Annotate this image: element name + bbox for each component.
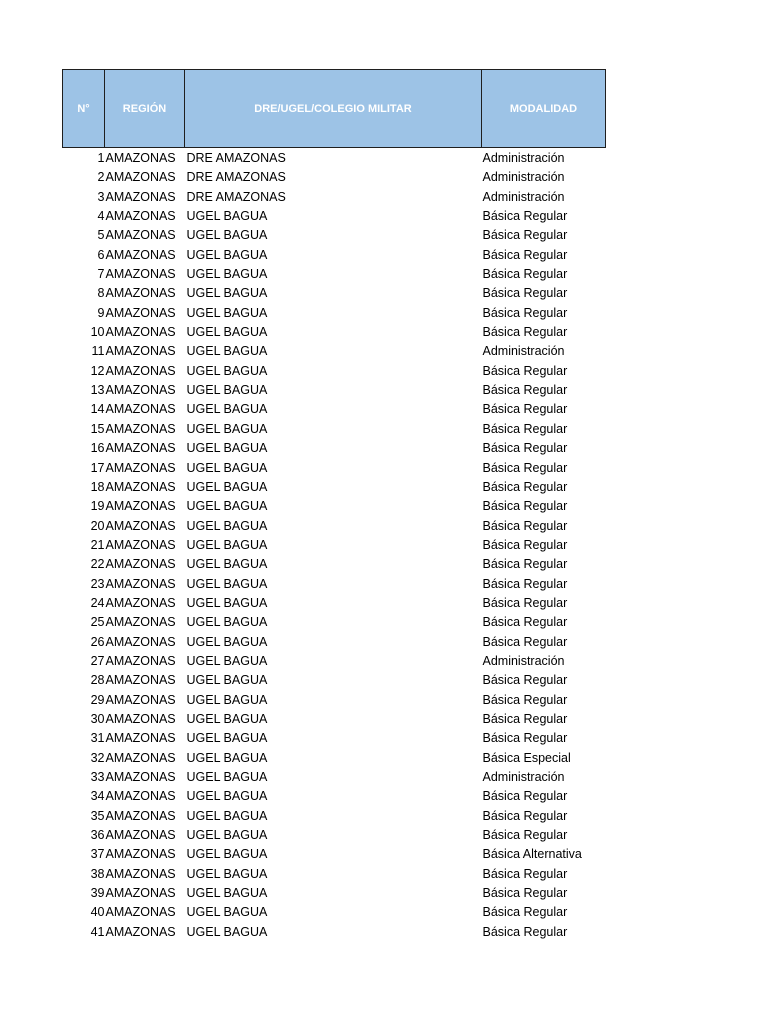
cell-region[interactable]: AMAZONAS — [105, 653, 176, 668]
cell-region[interactable]: AMAZONAS — [105, 344, 176, 359]
cell-modalidad[interactable]: Básica Regular — [482, 789, 568, 804]
column-header-region[interactable]: REGIÓN — [105, 70, 185, 148]
cell-dre-ugel[interactable]: UGEL BAGUA — [186, 441, 268, 456]
cell-region[interactable]: AMAZONAS — [105, 711, 176, 726]
table-row — [63, 903, 606, 922]
table-row — [63, 884, 606, 903]
table-row — [63, 188, 606, 207]
cell-number[interactable]: 29 — [90, 692, 105, 707]
cell-region[interactable]: AMAZONAS — [105, 731, 176, 746]
cell-number[interactable]: 34 — [90, 789, 105, 804]
cell-region[interactable]: AMAZONAS — [105, 402, 176, 417]
cell-number[interactable]: 26 — [90, 634, 105, 649]
cell-dre-ugel[interactable]: UGEL BAGUA — [186, 305, 268, 320]
table-row — [63, 478, 606, 497]
cell-dre-ugel[interactable]: UGEL BAGUA — [186, 770, 268, 784]
column-header-modalidad[interactable]: MODALIDAD — [482, 70, 606, 148]
cell-dre-ugel[interactable]: UGEL BAGUA — [186, 557, 268, 572]
table-row — [63, 439, 606, 458]
cell-dre-ugel[interactable]: DRE AMAZONAS — [186, 189, 286, 204]
cell-modalidad[interactable]: Básica Regular — [482, 518, 568, 533]
cell-dre-ugel[interactable]: UGEL BAGUA — [186, 460, 268, 475]
table-row — [63, 845, 606, 864]
cell-dre-ugel[interactable]: UGEL BAGUA — [186, 518, 268, 533]
cell-number[interactable]: 3 — [97, 189, 105, 204]
table-row — [63, 420, 606, 439]
cell-number[interactable]: 19 — [90, 499, 105, 514]
cell-dre-ugel[interactable]: UGEL BAGUA — [186, 325, 268, 340]
cell-modalidad[interactable]: Básica Regular — [482, 711, 568, 726]
column-header-dre-ugel[interactable]: DRE/UGEL/COLEGIO MILITAR — [185, 70, 482, 148]
cell-dre-ugel[interactable]: UGEL BAGUA — [186, 363, 268, 378]
cell-dre-ugel[interactable]: UGEL BAGUA — [186, 247, 268, 262]
cell-modalidad[interactable]: Básica Regular — [482, 924, 568, 939]
cell-region[interactable]: AMAZONAS — [105, 750, 176, 765]
table-row — [63, 652, 606, 671]
cell-region[interactable]: AMAZONAS — [105, 286, 176, 301]
cell-number[interactable]: 12 — [90, 363, 105, 378]
cell-region[interactable]: AMAZONAS — [105, 905, 176, 920]
table-body — [63, 148, 606, 943]
cell-dre-ugel[interactable]: UGEL BAGUA — [186, 653, 268, 668]
cell-modalidad[interactable]: Básica Especial — [482, 750, 571, 765]
cell-modalidad[interactable]: Básica Regular — [482, 383, 568, 398]
cell-modalidad[interactable]: Básica Regular — [482, 866, 568, 881]
cell-region[interactable]: AMAZONAS — [105, 789, 176, 804]
cell-dre-ugel[interactable]: UGEL BAGUA — [186, 344, 268, 359]
cell-region[interactable]: AMAZONAS — [105, 847, 176, 862]
cell-dre-ugel[interactable]: UGEL BAGUA — [186, 595, 268, 610]
cell-modalidad[interactable]: Básica Regular — [482, 325, 568, 340]
cell-modalidad[interactable]: Básica Regular — [482, 209, 568, 224]
cell-number[interactable]: 5 — [97, 228, 105, 243]
table-row — [63, 749, 606, 768]
cell-region[interactable]: AMAZONAS — [105, 615, 176, 630]
table-row — [63, 304, 606, 323]
cell-number[interactable]: 11 — [91, 344, 105, 359]
cell-number[interactable]: 28 — [90, 673, 105, 688]
cell-region[interactable]: AMAZONAS — [105, 189, 176, 204]
cell-region[interactable]: AMAZONAS — [105, 460, 176, 475]
table-row — [63, 768, 606, 787]
cell-modalidad[interactable]: Básica Regular — [482, 886, 568, 901]
cell-dre-ugel[interactable]: DRE AMAZONAS — [186, 151, 286, 165]
table-row — [63, 517, 606, 536]
cell-dre-ugel[interactable]: UGEL BAGUA — [186, 828, 268, 843]
cell-modalidad[interactable]: Básica Regular — [482, 228, 568, 243]
cell-dre-ugel[interactable]: UGEL BAGUA — [186, 905, 268, 920]
cell-number[interactable]: 38 — [90, 866, 105, 881]
cell-modalidad[interactable]: Básica Regular — [482, 828, 568, 843]
cell-modalidad[interactable]: Administración — [482, 170, 565, 185]
cell-dre-ugel[interactable]: UGEL BAGUA — [186, 731, 268, 746]
cell-dre-ugel[interactable]: UGEL BAGUA — [186, 711, 268, 726]
cell-number[interactable]: 17 — [90, 460, 105, 475]
cell-modalidad[interactable]: Básica Regular — [482, 499, 568, 514]
table-row — [63, 148, 606, 169]
cell-modalidad[interactable]: Administración — [482, 151, 565, 165]
cell-region[interactable]: AMAZONAS — [105, 537, 176, 552]
cell-modalidad[interactable]: Básica Regular — [482, 363, 568, 378]
cell-dre-ugel[interactable]: UGEL BAGUA — [186, 750, 268, 765]
table-row — [63, 323, 606, 342]
table-header — [63, 70, 606, 148]
cell-modalidad[interactable]: Básica Regular — [482, 421, 568, 436]
cell-region[interactable]: AMAZONAS — [105, 673, 176, 688]
cell-modalidad[interactable]: Básica Regular — [482, 305, 568, 320]
data-table — [62, 69, 606, 942]
column-header-number[interactable]: N° — [63, 70, 105, 148]
cell-region[interactable]: AMAZONAS — [105, 808, 176, 823]
cell-dre-ugel[interactable]: UGEL BAGUA — [186, 634, 268, 649]
cell-number[interactable]: 39 — [90, 886, 105, 901]
cell-modalidad[interactable]: Básica Regular — [482, 286, 568, 301]
cell-region[interactable]: AMAZONAS — [105, 479, 176, 494]
table-row — [63, 265, 606, 284]
cell-region[interactable]: AMAZONAS — [105, 595, 176, 610]
cell-number[interactable]: 18 — [90, 479, 105, 494]
cell-region[interactable]: AMAZONAS — [105, 325, 176, 340]
table-row — [63, 710, 606, 729]
cell-modalidad[interactable]: Básica Regular — [482, 576, 568, 591]
table-row — [63, 284, 606, 303]
cell-number[interactable]: 33 — [90, 770, 105, 784]
cell-number[interactable]: 23 — [90, 576, 105, 591]
table-row — [63, 168, 606, 187]
table-row — [63, 381, 606, 400]
cell-region[interactable]: AMAZONAS — [105, 363, 176, 378]
cell-region[interactable]: AMAZONAS — [105, 421, 176, 436]
cell-region[interactable]: AMAZONAS — [105, 518, 176, 533]
table-row — [63, 459, 606, 478]
table-row — [63, 594, 606, 613]
cell-region[interactable]: AMAZONAS — [105, 924, 176, 939]
cell-dre-ugel[interactable]: UGEL BAGUA — [186, 789, 268, 804]
cell-dre-ugel[interactable]: UGEL BAGUA — [186, 673, 268, 688]
cell-number[interactable]: 40 — [90, 905, 105, 920]
cell-modalidad[interactable]: Básica Regular — [482, 557, 568, 572]
cell-modalidad[interactable]: Básica Regular — [482, 905, 568, 920]
cell-region[interactable]: AMAZONAS — [105, 305, 176, 320]
cell-region[interactable]: AMAZONAS — [105, 770, 176, 784]
cell-number[interactable]: 30 — [90, 711, 105, 726]
cell-dre-ugel[interactable]: UGEL BAGUA — [186, 615, 268, 630]
cell-dre-ugel[interactable]: UGEL BAGUA — [186, 402, 268, 417]
cell-region[interactable]: AMAZONAS — [105, 209, 176, 224]
cell-dre-ugel[interactable]: UGEL BAGUA — [186, 576, 268, 591]
cell-region[interactable]: AMAZONAS — [105, 634, 176, 649]
table-row — [63, 787, 606, 806]
cell-dre-ugel[interactable]: UGEL BAGUA — [186, 537, 268, 552]
cell-modalidad[interactable]: Administración — [482, 344, 565, 359]
cell-number[interactable]: 20 — [90, 518, 105, 533]
cell-number[interactable]: 7 — [97, 267, 105, 282]
cell-modalidad[interactable]: Básica Regular — [482, 267, 568, 282]
cell-region[interactable]: AMAZONAS — [105, 247, 176, 262]
cell-dre-ugel[interactable]: UGEL BAGUA — [186, 499, 268, 514]
cell-dre-ugel[interactable]: UGEL BAGUA — [186, 209, 268, 224]
cell-number[interactable]: 27 — [90, 653, 105, 668]
cell-modalidad[interactable]: Administración — [482, 189, 565, 204]
cell-dre-ugel[interactable]: UGEL BAGUA — [186, 847, 268, 862]
cell-number[interactable]: 9 — [97, 305, 105, 320]
table-row — [63, 246, 606, 265]
cell-region[interactable]: AMAZONAS — [105, 886, 176, 901]
cell-number[interactable]: 4 — [97, 209, 105, 224]
cell-dre-ugel[interactable]: UGEL BAGUA — [186, 808, 268, 823]
cell-number[interactable]: 32 — [90, 750, 105, 765]
table-row — [63, 633, 606, 652]
cell-number[interactable]: 10 — [90, 325, 105, 340]
cell-modalidad[interactable]: Básica Regular — [482, 479, 568, 494]
cell-modalidad[interactable]: Básica Regular — [482, 731, 568, 746]
cell-region[interactable]: AMAZONAS — [105, 151, 176, 165]
table-row — [63, 575, 606, 594]
table-row — [63, 671, 606, 690]
table-row — [63, 497, 606, 516]
table-row — [63, 807, 606, 826]
cell-dre-ugel[interactable]: UGEL BAGUA — [186, 886, 268, 901]
cell-number[interactable]: 6 — [97, 247, 105, 262]
cell-region[interactable]: AMAZONAS — [105, 866, 176, 881]
table-row — [63, 555, 606, 574]
cell-region[interactable]: AMAZONAS — [105, 441, 176, 456]
cell-region[interactable]: AMAZONAS — [105, 828, 176, 843]
cell-modalidad[interactable]: Básica Regular — [482, 692, 568, 707]
cell-modalidad[interactable]: Administración — [482, 653, 565, 668]
cell-dre-ugel[interactable]: UGEL BAGUA — [186, 924, 268, 939]
cell-number[interactable]: 15 — [90, 421, 105, 436]
cell-modalidad[interactable]: Básica Regular — [482, 615, 568, 630]
cell-modalidad[interactable]: Básica Regular — [482, 808, 568, 823]
cell-number[interactable]: 37 — [90, 847, 105, 862]
table-row — [63, 400, 606, 419]
cell-number[interactable]: 25 — [90, 615, 105, 630]
cell-dre-ugel[interactable]: UGEL BAGUA — [186, 479, 268, 494]
table-row — [63, 207, 606, 226]
cell-number[interactable]: 24 — [90, 595, 105, 610]
cell-region[interactable]: AMAZONAS — [105, 499, 176, 514]
table-row — [63, 865, 606, 884]
cell-modalidad[interactable]: Básica Regular — [482, 441, 568, 456]
cell-region[interactable]: AMAZONAS — [105, 170, 176, 185]
cell-modalidad[interactable]: Básica Regular — [482, 634, 568, 649]
cell-dre-ugel[interactable]: DRE AMAZONAS — [186, 170, 286, 185]
cell-number[interactable]: 13 — [90, 383, 105, 398]
cell-modalidad[interactable]: Básica Regular — [482, 673, 568, 688]
cell-modalidad[interactable]: Administración — [482, 770, 565, 784]
cell-dre-ugel[interactable]: UGEL BAGUA — [186, 692, 268, 707]
cell-region[interactable]: AMAZONAS — [105, 576, 176, 591]
table-row — [63, 536, 606, 555]
cell-number[interactable]: 16 — [90, 441, 105, 456]
cell-number[interactable]: 35 — [90, 808, 105, 823]
cell-number[interactable]: 41 — [90, 924, 105, 939]
cell-number[interactable]: 8 — [97, 286, 105, 301]
cell-modalidad[interactable]: Básica Alternativa — [482, 847, 582, 862]
table-row — [63, 342, 606, 361]
cell-dre-ugel[interactable]: UGEL BAGUA — [186, 286, 268, 301]
cell-dre-ugel[interactable]: UGEL BAGUA — [186, 228, 268, 243]
cell-number[interactable]: 2 — [97, 170, 105, 185]
cell-number[interactable]: 22 — [90, 557, 105, 572]
cell-modalidad[interactable]: Básica Regular — [482, 460, 568, 475]
cell-dre-ugel[interactable]: UGEL BAGUA — [186, 383, 268, 398]
cell-modalidad[interactable]: Básica Regular — [482, 402, 568, 417]
cell-region[interactable]: AMAZONAS — [105, 692, 176, 707]
table-row — [63, 923, 606, 942]
cell-region[interactable]: AMAZONAS — [105, 228, 176, 243]
cell-dre-ugel[interactable]: UGEL BAGUA — [186, 866, 268, 881]
cell-modalidad[interactable]: Básica Regular — [482, 537, 568, 552]
table-row — [63, 729, 606, 748]
cell-modalidad[interactable]: Básica Regular — [482, 595, 568, 610]
cell-dre-ugel[interactable]: UGEL BAGUA — [186, 267, 268, 282]
table-row — [63, 826, 606, 845]
cell-number[interactable]: 36 — [90, 828, 105, 843]
cell-number[interactable]: 14 — [90, 402, 105, 417]
table-row — [63, 613, 606, 632]
cell-region[interactable]: AMAZONAS — [105, 557, 176, 572]
cell-modalidad[interactable]: Básica Regular — [482, 247, 568, 262]
table-row — [63, 226, 606, 245]
table-row — [63, 362, 606, 381]
cell-number[interactable]: 21 — [90, 537, 105, 552]
cell-region[interactable]: AMAZONAS — [105, 267, 176, 282]
header-row — [63, 70, 606, 148]
table-row — [63, 691, 606, 710]
cell-number[interactable]: 31 — [90, 731, 105, 746]
cell-number[interactable]: 1 — [97, 151, 105, 165]
cell-dre-ugel[interactable]: UGEL BAGUA — [186, 421, 268, 436]
cell-region[interactable]: AMAZONAS — [105, 383, 176, 398]
